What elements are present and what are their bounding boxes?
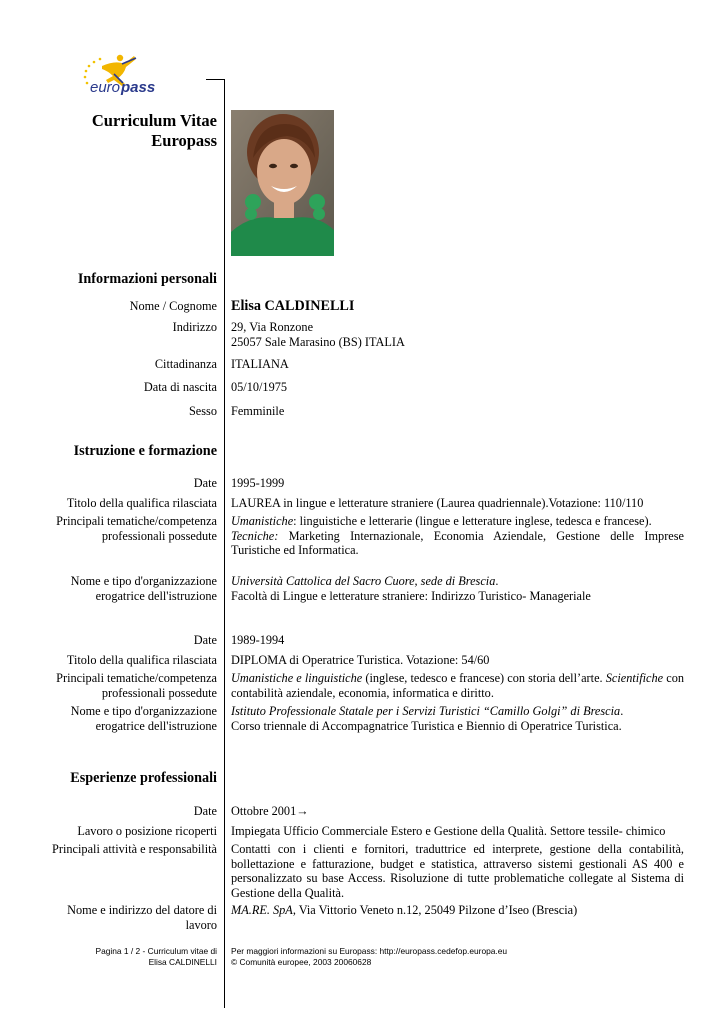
edu1-org-label-line1: Nome e tipo d'organizzazione — [70, 574, 217, 588]
edu2-skills-a-text: (inglese, tedesco e francese) con storia dell’arte. — [362, 671, 606, 685]
edu2-skills-label-line2: professionali possedute — [101, 685, 217, 700]
exp-employer-value — [231, 903, 684, 918]
edu1-org-label — [20, 574, 217, 603]
exp-employer-label-line2: lavoro — [185, 917, 217, 932]
edu2-qualification-label: Titolo della qualifica rilasciata — [66, 653, 217, 667]
exp-employer-name: MA.RE. SpA — [231, 903, 293, 917]
section-experience-heading: Esperienze professionali — [70, 770, 217, 786]
edu2-org-name-end: . — [620, 704, 624, 718]
exp-employer-label — [20, 903, 217, 932]
edu2-skills-b-text: con contabilità aziendale, economia, informatica e diritto. — [231, 671, 684, 700]
svg-text:pass: pass — [121, 79, 156, 96]
edu1-skills-label-line2: professionali possedute — [101, 528, 217, 543]
edu2-skills-value — [231, 671, 684, 700]
edu1-skills-value — [231, 514, 684, 558]
edu2-date-label: Date — [193, 633, 217, 647]
edu1-org-label-line2: erogatrice dell'istruzione — [95, 588, 217, 603]
column-divider — [224, 79, 225, 1008]
edu1-org-value — [231, 574, 684, 603]
edu2-skills-label — [20, 671, 217, 700]
edu1-skills-a-label: Umanistiche — [231, 514, 294, 528]
exp-role-label: Lavoro o posizione ricoperti — [77, 824, 217, 838]
footer-left — [20, 946, 217, 968]
footer-info-link: Per maggiori informazioni su Europass: http://europass.cedefop.europa.eu — [231, 946, 508, 956]
edu2-org-label — [20, 704, 217, 733]
edu1-skills-b-label: Tecniche: — [231, 528, 279, 543]
address-label: Indirizzo — [172, 320, 217, 334]
edu2-org-value — [231, 704, 684, 733]
edu1-qualification-value: LAUREA in lingue e letterature straniere (Laurea quadriennale).Votazione: 110/110 — [231, 496, 644, 510]
edu2-skills-b-label: Scientifiche — [605, 671, 664, 685]
edu1-skills-label-line1: Principali tematiche/competenza — [56, 514, 217, 528]
edu2-org-label-line2: erogatrice dell'istruzione — [95, 718, 217, 733]
edu1-org-name-end: . — [495, 574, 499, 588]
sex-label: Sesso — [188, 404, 217, 418]
edu1-skills-a-text: : linguistiche e letterarie (lingue e letterature inglese, tedesca e francese). — [293, 514, 652, 528]
edu1-date-label: Date — [193, 476, 217, 490]
profile-photo — [231, 110, 334, 256]
edu2-org-course: Corso triennale di Accompagnatrice Turistica e Biennio di Operatrice Turistica. — [231, 718, 622, 733]
edu1-qualification-label: Titolo della qualifica rilasciata — [66, 496, 217, 510]
exp-role-value: Impiegata Ufficio Commerciale Estero e Gestione della Qualità. Settore tessile- chimico — [231, 824, 666, 838]
name-value: Elisa CALDINELLI — [231, 298, 355, 314]
edu1-org-faculty: Facoltà di Lingue e letterature straniere: Indirizzo Turistico- Manageriale — [231, 588, 591, 603]
footer-right — [231, 946, 684, 968]
edu1-date-value: 1995-1999 — [231, 476, 285, 490]
exp-activities-label: Principali attività e responsabilità — [52, 842, 217, 856]
name-label: Nome / Cognome — [129, 299, 217, 313]
cv-title — [40, 111, 217, 151]
cv-title-line2: Europass — [151, 131, 217, 150]
cv-title-line1: Curriculum Vitae — [91, 111, 217, 130]
exp-date-label: Date — [193, 804, 217, 818]
address-line2: 25057 Sale Marasino (BS) ITALIA — [231, 334, 405, 349]
birthdate-value: 05/10/1975 — [231, 380, 288, 394]
exp-employer-label-line1: Nome e indirizzo del datore di — [67, 903, 217, 917]
edu1-org-name: Università Cattolica del Sacro Cuore, sede di Brescia — [231, 574, 496, 588]
edu2-date-value: 1989-1994 — [231, 633, 285, 647]
citizenship-value: ITALIANA — [231, 357, 289, 371]
sex-value: Femminile — [231, 404, 285, 418]
exp-date-value: Ottobre 2001→ — [231, 804, 309, 818]
edu2-org-label-line1: Nome e tipo d'organizzazione — [70, 704, 217, 718]
section-personal-heading: Informazioni personali — [77, 271, 217, 287]
footer-page-info: Pagina 1 / 2 - Curriculum vitae di — [95, 946, 217, 956]
exp-employer-address: , Via Vittorio Veneto n.12, 25049 Pilzone d’Iseo (Brescia) — [292, 903, 578, 917]
divider-tick — [206, 79, 224, 80]
footer-copyright: © Comunità europee, 2003 20060628 — [231, 957, 372, 967]
svg-text:euro: euro — [90, 79, 121, 96]
edu2-org-name: Istituto Professionale Statale per i Servizi Turistici “Camillo Golgi” di Brescia — [231, 704, 621, 718]
birthdate-label: Data di nascita — [143, 380, 217, 394]
section-education-heading: Istruzione e formazione — [73, 443, 217, 459]
edu2-skills-a-label: Umanistiche e linguistiche — [231, 671, 363, 685]
address-line1: 29, Via Ronzone — [231, 320, 314, 334]
exp-activities-value: Contatti con i clienti e fornitori, traduttrice ed interprete, gestione della contabilità, bollettazione e fatturazione, budget e statistica, attraverso sistemi gestionali AS 400 e personalizzato su base Access. Risoluzione di tutte problematiche collegate al Sistema di Gestione della Qualità. — [231, 842, 684, 900]
citizenship-label: Cittadinanza — [154, 357, 217, 371]
edu1-skills-label — [20, 514, 217, 543]
edu2-qualification-value: DIPLOMA di Operatrice Turistica. Votazione: 54/60 — [231, 653, 490, 667]
footer-owner: Elisa CALDINELLI — [148, 957, 217, 967]
address-value — [231, 320, 684, 349]
europass-logo — [78, 50, 168, 98]
edu2-skills-label-line1: Principali tematiche/competenza — [56, 671, 217, 685]
edu1-skills-b-text: Marketing Internazionale, Economia Aziendale, Gestione delle Imprese Turistiche ed Informatica. — [231, 528, 684, 558]
